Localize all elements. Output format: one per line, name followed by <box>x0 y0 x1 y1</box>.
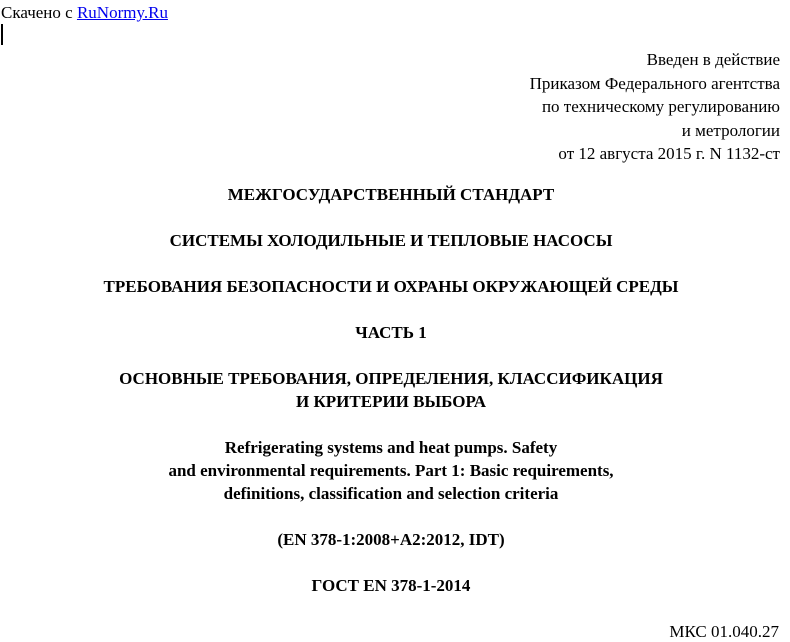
standard-type-heading: МЕЖГОСУДАРСТВЕННЫЙ СТАНДАРТ <box>227 185 555 204</box>
subtitle-line-2: И КРИТЕРИИ ВЫБОРА <box>295 392 487 411</box>
enactment-line: по техническому регулированию <box>541 97 780 116</box>
source-link[interactable]: RuNormy.Ru <box>76 3 168 22</box>
enactment-block <box>530 48 780 166</box>
subtitle-line-1: ОСНОВНЫЕ ТРЕБОВАНИЯ, ОПРЕДЕЛЕНИЯ, КЛАССИФИКАЦИЯ <box>119 369 663 388</box>
standard-designation: ГОСТ EN 378-1-2014 <box>311 576 471 595</box>
source-prefix: Скачено с <box>1 3 77 22</box>
enactment-line: от 12 августа 2015 г. N 1132-ст <box>558 144 780 163</box>
enactment-line: Введен в действие <box>646 50 780 69</box>
enactment-line: и метрологии <box>681 120 780 140</box>
part-heading: ЧАСТЬ 1 <box>355 323 427 342</box>
english-title-line-3: definitions, classification and selection criteria <box>223 484 559 503</box>
source-line <box>1 3 168 23</box>
english-title-line-1: Refrigerating systems and heat pumps. Safety <box>224 438 558 457</box>
equivalence-designation: (EN 378-1:2008+A2:2012, IDT) <box>277 530 505 549</box>
classification-code: МКС 01.040.27 <box>669 622 779 641</box>
enactment-line: Приказом Федерального агентства <box>529 73 780 93</box>
title-line-2: ТРЕБОВАНИЯ БЕЗОПАСНОСТИ И ОХРАНЫ ОКРУЖАЮЩЕЙ СРЕДЫ <box>103 277 679 296</box>
english-title-line-2: and environmental requirements. Part 1: Basic requirements, <box>168 461 614 480</box>
title-line-1: СИСТЕМЫ ХОЛОДИЛЬНЫЕ И ТЕПЛОВЫЕ НАСОСЫ <box>169 231 613 250</box>
text-cursor <box>1 24 3 45</box>
